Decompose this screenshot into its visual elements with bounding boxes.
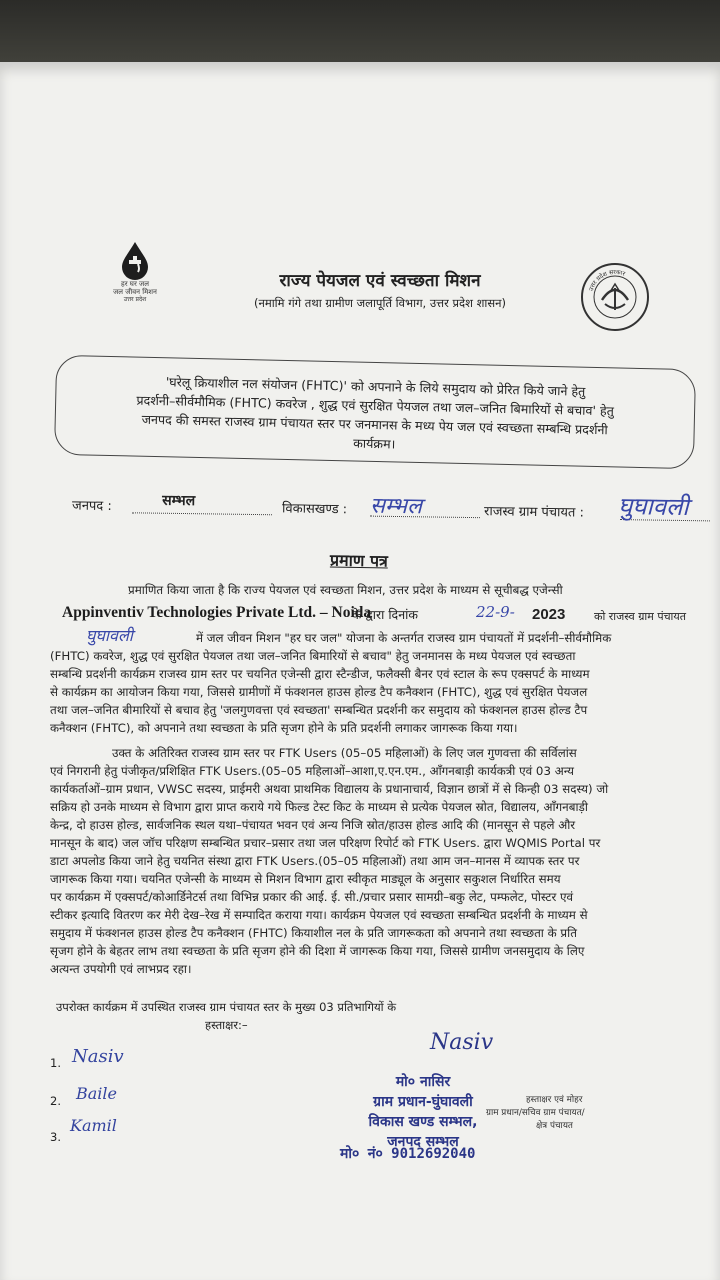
up-government-emblem-icon <box>580 262 650 332</box>
date-label: के द्वारा दिनांक <box>352 607 418 622</box>
program-year: 2023 <box>532 606 566 623</box>
para2-line: केन्द्र, दो हाउस होल्ड, सार्वजनिक स्थल यथा–पंचायत भवन एवं अन्य निजि स्रोत/हाउस होल्ड आदि की (मानसून से पहले और <box>50 818 576 832</box>
signatory-role-block <box>486 1094 676 1133</box>
para2-line: मानसून के बाद) जल जॉच परिक्षण सम्बन्धित प्रचार–प्रसार तथा जल परिक्षण रिपोर्ट को FTK Users. द्वारा WQMIS Portal पर <box>50 836 601 850</box>
stamp-line: मो० नासिर <box>395 1074 451 1090</box>
para2-line: उक्त के अतिरिक्त राजस्व ग्राम स्तर पर FTK Users (05–05 महिलाओं) के लिए जल गुणवत्ता की सर्विलांस <box>112 746 577 760</box>
participant-signature: Baile <box>76 1084 117 1103</box>
pradhan-signature: Nasiv <box>430 1030 494 1055</box>
topic-line: कार्यक्रम। <box>353 435 396 452</box>
pradhan-stamp <box>338 1072 508 1152</box>
mission-title: राज्य पेयजल एवं स्वच्छता मिशन <box>279 271 481 291</box>
role-line: हस्ताक्षर एवं मोहर <box>526 1095 583 1105</box>
gram-panchayat-label: राजस्व ग्राम पंचायत : <box>483 504 584 521</box>
para1-line: कनैक्शन (FHTC), को अपनाने तथा स्वच्छता के प्रति सृजग होने के प्रति प्रदर्शनी लगाकर जागरूक किया गया। <box>50 721 518 735</box>
participant-signature: Nasiv <box>72 1046 124 1067</box>
logo-line: उत्तर प्रदेश <box>123 296 147 303</box>
para2-line: सक्रिय हो उनके माध्यम से विभाग द्वारा प्राप्त कराये गये फिल्ड टेस्ट किट के माध्यम से प्रत्येक पेयजल स्रोत, विद्यालय, ऑंगनबाड़ी <box>50 800 588 814</box>
para2-line: स्टीकर इत्यादि वितरण कर मेरी देख–रेख में सम्पादित कराया गया। कार्यक्रम पेयजल एवं स्वच्छता सम्बन्धित प्रदर्शनी के माध्यम से <box>50 908 588 922</box>
para1-line: सम्बन्धि प्रदर्शनी कार्यक्रम राजस्व ग्राम स्तर पर चयनित एजेन्सी द्वारा स्टैन्डीज, फलैक्सी बैनर एवं स्टाल के रूप एक्सपर्ट के माध्यम <box>50 667 590 681</box>
para1-line: में जल जीवन मिशन "हर घर जल" योजना के अन्तर्गत राजस्व ग्राम पंचायतों में प्रदर्शनी–सीर्वमौमिक <box>196 631 612 645</box>
para1-line: तथा जल–जनित बीमारियों से बचाव हेतु 'जलगुणवत्ता एवं स्वच्छता' सम्बन्धित प्रदर्शनी कर समुदाय को फंक्शनल हाउस होल्ड टैप <box>50 703 588 717</box>
para2-line: जागरूक किया गया। चयनित एजेन्सी के माध्यम से मिशन विभाग द्वारा स्वीकृत माड्यूल के अनुसार सकुशल निर्धारित समय <box>50 872 561 886</box>
pradhan-phone: मो० नं० 9012692040 <box>340 1146 476 1162</box>
signatures-intro: उपरोक्त कार्यक्रम में उपस्थित राजस्व ग्राम पंचायत स्तर के मुख्य 03 प्रतिभागियों के <box>56 1000 397 1014</box>
water-drop-icon <box>118 240 152 280</box>
logo-line: हर घर जल <box>121 280 149 288</box>
signature-number: 1. <box>50 1056 61 1070</box>
stamp-line: ग्राम प्रधान-घुंघावली <box>373 1094 473 1110</box>
stamp-line: विकास खण्ड सम्भल, <box>368 1114 478 1130</box>
certificate-title: प्रमाण पत्र <box>329 550 389 571</box>
para2-line: समुदाय में फंक्शनल हाउस होल्ड टैप कनैक्शन (FHTC) कियाशील नल के प्रति जागरूकता को अपनाने तथा स्वच्छता के प्रति <box>50 926 577 940</box>
role-line: ग्राम प्रधान/सचिव ग्राम पंचायत/ <box>486 1108 585 1118</box>
stamp-line: जनपद सम्भल <box>387 1134 459 1150</box>
topic-line: प्रदर्शनी–सीर्वमौमिक (FHTC) कवरेज , शुद्ध एवं सुरक्षित पेयजल तथा जल–जनित बिमारियों से बचाव' हेतु <box>136 392 615 419</box>
para2-line: पर कार्यक्रम में एक्सपर्ट/कोआर्डिनेटर्स तथा विभिन्न प्रकार की आई. ई. सी./प्रचार प्रसार सामग्री–बकु लेट, पम्फलेट, पोस्टर एवं <box>50 890 574 904</box>
certificate-intro: प्रमाणित किया जाता है कि राज्य पेयजल एवं स्वच्छता मिशन, उत्तर प्रदेश के माध्यम से सूचीबद्ध एजेन्सी <box>128 583 563 597</box>
district-label: जनपद : <box>72 498 112 515</box>
signatures-label: हस्ताक्षर:– <box>205 1018 248 1032</box>
topic-line: जनपद की समस्त राजस्व ग्राम पंचायत स्तर पर जनमानस के मध्य पेय जल एवं स्वच्छता सम्बन्धि प्रदर्शनी <box>141 411 608 438</box>
para2-line: कार्यकर्ताओं–ग्राम प्रधान, VWSC सदस्य, प्राईमरी अथवा प्राथमिक विद्यालय के प्रधानाचार्य, विज्ञान छात्रों में से किन्ही 03 सदस्य) जो <box>50 782 609 796</box>
agency-name: Appinventiv Technologies Private Ltd. – Noida <box>62 604 372 621</box>
para2-line: सृजग होने के बेहतर लाभ तथा स्वच्छता के प्रति सृजग होने की दिशा में जागरूक किया गया, जिससे ग्रामीण जनसमुदाय के लिए <box>50 944 585 958</box>
district-dotted-line <box>132 498 272 515</box>
para2-line: एवं निगरानी हेतु पंजीकृत/प्रशिक्षित FTK Users.(05–05 महिलाओं–आशा,ए.एन.एम., ऑंगनबाड़ी कार्यकत्री एवं 03 अन्य <box>50 764 575 778</box>
participant-signature: Kamil <box>70 1116 117 1135</box>
district-value: सम्भल <box>162 492 196 510</box>
signature-number: 2. <box>50 1094 61 1108</box>
block-label: विकासखण्ड : <box>281 501 348 518</box>
para2-line: अत्यन्त उपयोगी एवं लाभप्रद रहा। <box>50 962 192 976</box>
block-value-handwritten: सम्भल <box>369 493 423 520</box>
har-ghar-jal-logo <box>100 240 170 304</box>
program-topic-box <box>54 355 696 469</box>
logo-line: जल जीवन मिशन <box>113 288 157 296</box>
mission-subtitle: (नमामि गंगे तथा ग्रामीण जलापूर्ति विभाग, उत्तर प्रदेश शासन) <box>253 296 507 310</box>
gram-panchayat-value-handwritten: घुघावली <box>617 492 689 522</box>
para1-line: (FHTC) कवरेज, शुद्ध एवं सुरक्षित पेयजल तथा जल–जनित बिमारियों से बचाव" हेतु जनमानस के मध्य पेयजल एवं स्वच्छता <box>50 649 576 663</box>
signature-number: 3. <box>50 1130 61 1144</box>
program-date-handwritten: 22-9- <box>476 603 515 621</box>
gram-panchayat-handwritten: घुघावली <box>86 626 133 645</box>
role-line: क्षेत्र पंचायत <box>536 1121 573 1131</box>
para1-line: से कार्यक्रम का आयोजन किया गया, जिससे ग्रामीणों में फंक्शनल हाउस होल्ड टैप कनैक्शन (FHTC), शुद्ध एवं सुरक्षित पेयजल <box>50 685 588 699</box>
emblem-ring-text: उत्तर प्रदेश सरकार <box>587 268 627 292</box>
date-tail: को राजस्व ग्राम पंचायत <box>594 610 687 623</box>
topic-line: 'घरेलू क्रियाशील नल संयोजन (FHTC)' को अपनाने के लिये समुदाय को प्रेरित किये जाने हेतु <box>165 374 586 399</box>
para2-line: डाटा अपलोड किया जाने हेतु चयनित संस्था द्वारा FTK Users.(05–05 महिलाओं) तथा आम जन–मानस में व्यापक स्तर पर <box>50 854 580 868</box>
